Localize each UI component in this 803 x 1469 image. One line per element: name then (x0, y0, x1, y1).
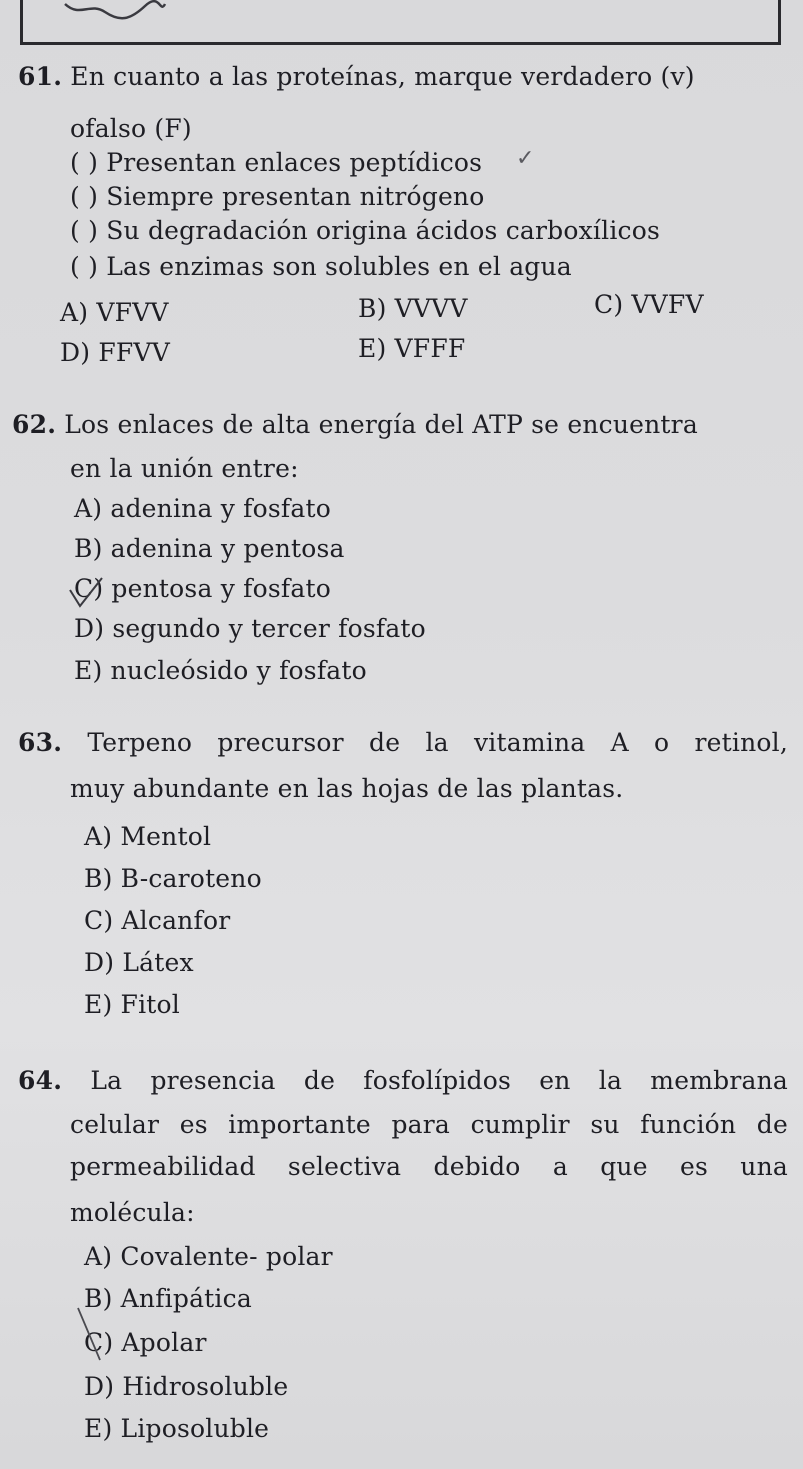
option-a[interactable]: A) Mentol (84, 822, 212, 851)
option-c[interactable]: C) Alcanfor (84, 906, 231, 935)
statement-4: ( ) Las enzimas son solubles en el agua (70, 252, 572, 281)
option-e[interactable]: E) nucleósido y fosfato (74, 656, 367, 685)
option-c[interactable]: C) Apolar (84, 1328, 207, 1357)
question-stem-cont: permeabilidad selectiva debido a que es una (70, 1152, 788, 1181)
question-stem: Terpeno precursor de la vitamina A o retinol, (87, 728, 789, 757)
question-number: 63. (18, 728, 63, 757)
statement-1: ( ) Presentan enlaces peptídicos (70, 148, 483, 177)
question-stem: La presencia de fosfolípidos en la membrana (90, 1066, 788, 1095)
question-stem: En cuanto a las proteínas, marque verdadero (v) (70, 62, 695, 91)
option-b[interactable]: B) Anfipática (84, 1284, 252, 1313)
question-number: 62. (12, 410, 57, 439)
option-b[interactable]: B) B-caroteno (84, 864, 262, 893)
option-d[interactable]: D) Látex (84, 948, 194, 977)
scribble-mark (60, 0, 170, 22)
option-b[interactable]: B) VVVV (358, 294, 468, 323)
question-stem-cont: celular es importante para cumplir su función de (70, 1110, 788, 1139)
question-stem-cont: ofalso (F) (70, 114, 192, 143)
option-a[interactable]: A) VFVV (60, 298, 169, 327)
statement-3: ( ) Su degradación origina ácidos carboxílicos (70, 216, 660, 245)
pencil-mark-icon (74, 1304, 104, 1364)
option-b[interactable]: B) adenina y pentosa (74, 534, 345, 563)
option-a[interactable]: A) adenina y fosfato (74, 494, 331, 523)
check-mark-icon: ✓ (516, 146, 535, 171)
question-stem: Los enlaces de alta energía del ATP se encuentra (64, 410, 698, 439)
option-d[interactable]: D) segundo y tercer fosfato (74, 614, 426, 643)
question-number: 61. (18, 62, 63, 91)
option-d[interactable]: D) Hidrosoluble (84, 1372, 289, 1401)
option-a[interactable]: A) Covalente- polar (84, 1242, 333, 1271)
option-c[interactable]: C) VVFV (594, 290, 704, 319)
question-number: 64. (18, 1066, 63, 1095)
question-stem-cont: muy abundante en las hojas de las plantas. (70, 774, 624, 803)
question-stem-cont: molécula: (70, 1198, 195, 1227)
statement-2: ( ) Siempre presentan nitrógeno (70, 182, 485, 211)
option-c[interactable]: C) pentosa y fosfato (74, 574, 331, 603)
option-e[interactable]: E) Liposoluble (84, 1414, 270, 1443)
question-stem-cont: en la unión entre: (70, 454, 299, 483)
check-mark-icon (66, 576, 106, 610)
option-d[interactable]: D) FFVV (60, 338, 170, 367)
option-e[interactable]: E) VFFF (358, 334, 466, 363)
option-e[interactable]: E) Fitol (84, 990, 180, 1019)
